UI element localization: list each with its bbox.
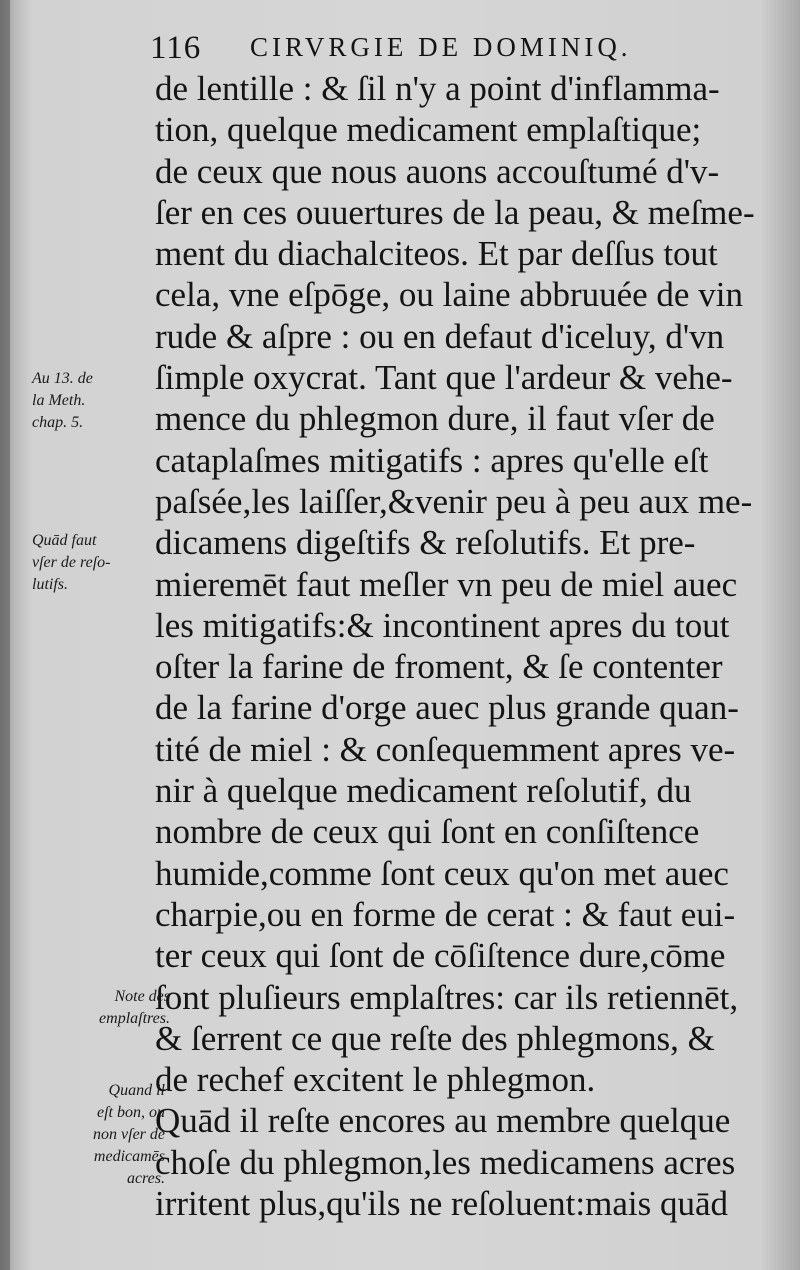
margin-note-resolutifs [32,530,157,596]
text-line: ſimple oxycrat. Tant que l'ardeur & vehe- [155,358,733,398]
body-text [155,68,795,1224]
margin-note-line: non vſer de [93,1126,165,1143]
text-line: de ceux que nous auons accouſtumé d'v- [155,151,720,191]
text-line: irritent plus,qu'ils ne reſoluent:mais quād [155,1184,729,1224]
text-line: ment du diachalciteos. Et par deſſus tout [155,234,718,274]
text-line: dicamens digeſtifs & reſolutifs. Et pre- [155,523,696,563]
text-line: rude & aſpre : ou en defaut d'iceluy, d'vn [155,316,725,356]
text-line: mence du phlegmon dure, il faut vſer de [155,399,715,439]
text-line: paſsée,les laiſſer,&venir peu à peu aux me- [155,481,753,521]
page-number: 116 [150,30,202,66]
margin-note-line: vſer de reſo- [32,554,111,571]
text-line: les mitigatifs:& incontinent apres du tout [155,605,730,645]
text-line: ſont pluſieurs emplaſtres: car ils retiennēt, [155,977,739,1017]
text-line: nir à quelque medicament reſolutif, du [155,771,692,811]
text-line: tité de miel : & conſequemment apres ve- [155,729,736,769]
margin-note-line: Note des [114,988,170,1005]
margin-note-method-reference [32,368,152,434]
running-header [150,24,770,68]
margin-note-medicamens-acres [40,1080,165,1190]
text-line: & ſerrent ce que reſte des phlegmons, & [155,1018,715,1058]
margin-note-emplastres [30,986,170,1030]
text-line: de lentille : & ſil n'y a point d'inflamma- [155,69,720,108]
text-line: de rechef excitent le phlegmon. [155,1060,596,1100]
text-line: humide,comme ſont ceux qu'on met auec [155,853,729,893]
text-line: mieremēt faut meſler vn peu de miel auec [155,564,738,604]
margin-note-line: Quād faut [32,532,97,549]
margin-note-line: chap. 5. [32,414,84,431]
text-line: de la farine d'orge auec plus grande quan- [155,688,739,728]
margin-note-line: lutifs. [32,576,69,593]
margin-note-line: eſt bon, ou [97,1104,165,1121]
margin-note-line: la Meth. [32,392,86,409]
margin-note-line: emplaſtres. [99,1010,170,1027]
text-line: cataplaſmes mitigatifs : apres qu'elle eſt [155,440,709,480]
text-line: choſe du phlegmon,les medicamens acres [155,1142,736,1182]
text-line: oſter la farine de froment, & ſe contenter [155,647,723,687]
margin-note-line: Quand il [108,1082,165,1099]
text-line: nombre de ceux qui ſont en conſiſtence [155,812,700,852]
margin-note-line: medicamēs [93,1148,165,1165]
margin-note-line: acres. [126,1170,165,1187]
text-line: ſer en ces ouuertures de la peau, & meſme- [155,192,755,232]
gutter-shadow [0,0,10,1270]
text-line: Quād il reſte encores au membre quelque [155,1101,731,1141]
margin-note-line: Au 13. de [32,370,93,387]
running-title: CIRVRGIE DE DOMINIQ. [250,32,632,62]
text-line: tion, quelque medicament emplaſtique; [155,110,702,150]
text-line: cela, vne eſpōge, ou laine abbruuée de vin [155,275,743,315]
text-line: charpie,ou en forme de cerat : & faut eui- [155,894,736,934]
text-line: ter ceux qui ſont de cōſiſtence dure,cōme [155,936,726,976]
